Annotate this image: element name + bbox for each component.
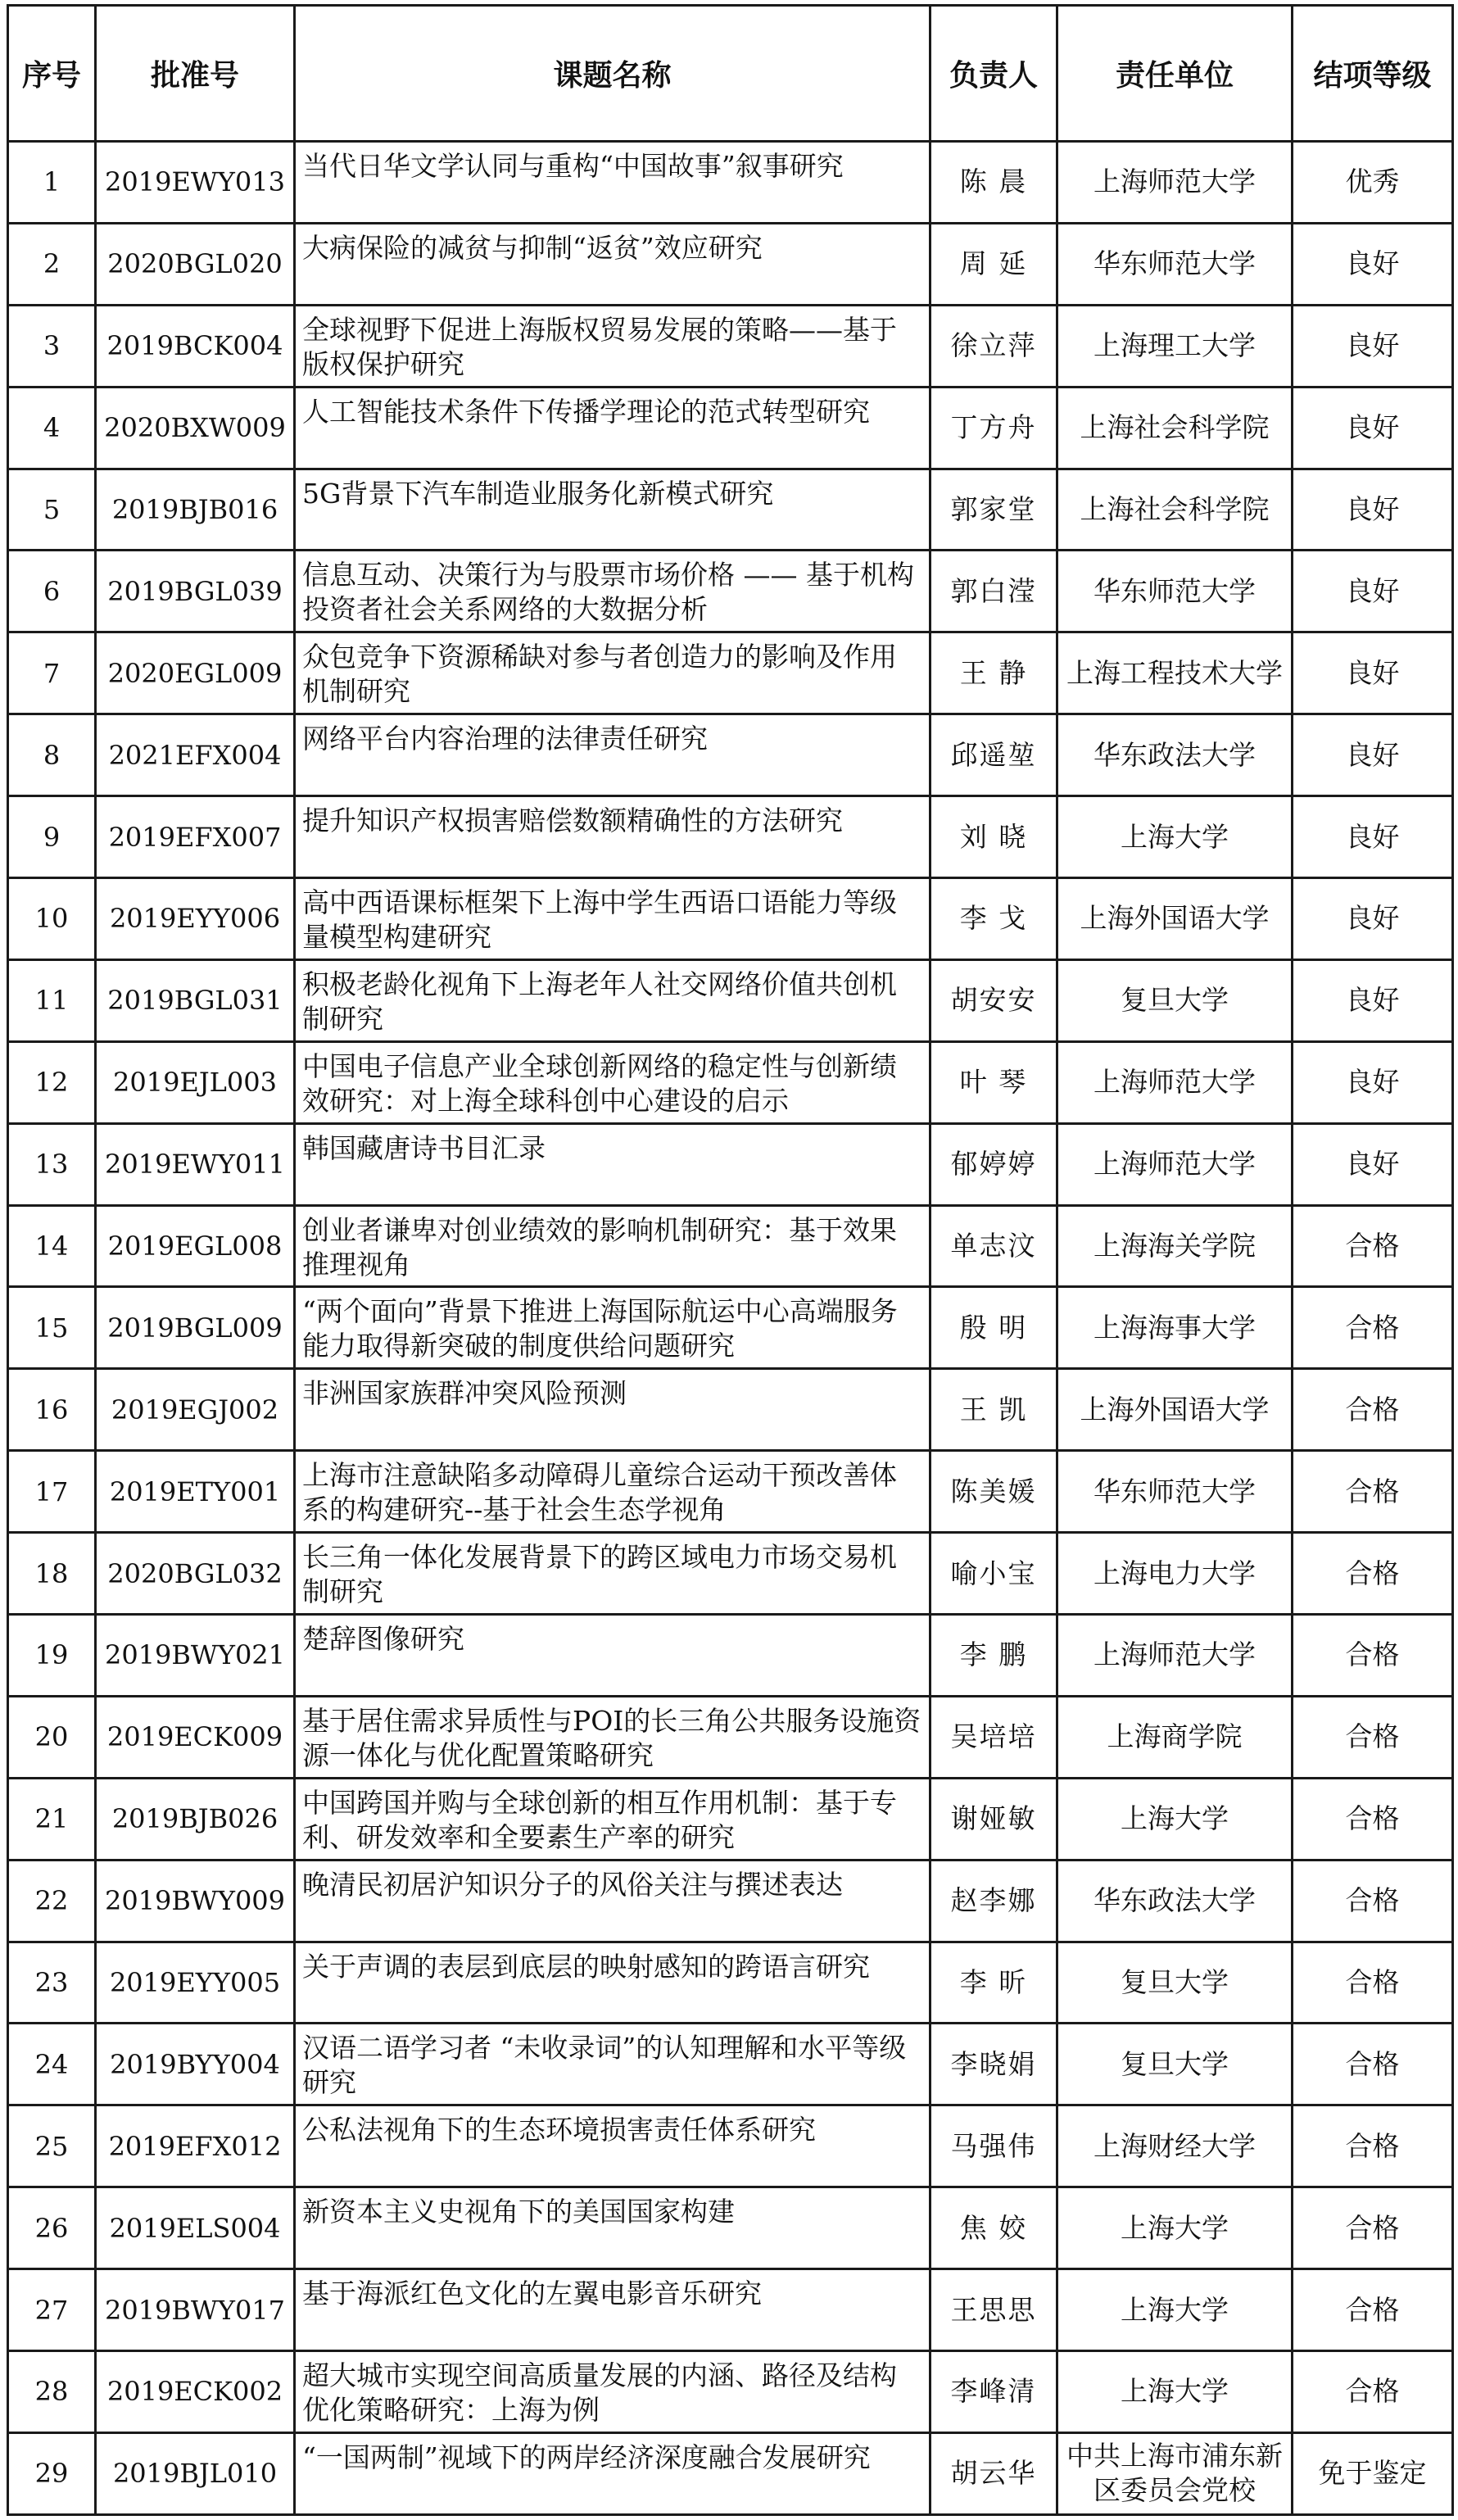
project-title: 创业者谦卑对创业绩效的影响机制研究：基于效果推理视角 bbox=[295, 1205, 930, 1287]
approval-code: 2020EGL009 bbox=[96, 632, 295, 714]
row-number: 4 bbox=[8, 387, 96, 469]
table-row bbox=[8, 2351, 1453, 2433]
principal-investigator: 郭家堂 bbox=[930, 469, 1057, 551]
table-row bbox=[8, 1615, 1453, 1697]
completion-grade: 良好 bbox=[1293, 551, 1453, 632]
principal-investigator: 殷 明 bbox=[930, 1287, 1057, 1369]
table-row bbox=[8, 1778, 1453, 1860]
responsible-unit: 上海师范大学 bbox=[1057, 1123, 1293, 1205]
approval-code: 2019BJB026 bbox=[96, 1778, 295, 1860]
project-title: 积极老龄化视角下上海老年人社交网络价值共创机制研究 bbox=[295, 959, 930, 1041]
principal-investigator: 胡云华 bbox=[930, 2432, 1057, 2514]
table-row bbox=[8, 1287, 1453, 1369]
approval-code: 2019EGL008 bbox=[96, 1205, 295, 1287]
completion-grade: 良好 bbox=[1293, 305, 1453, 387]
project-title: 大病保险的减贫与抑制“返贫”效应研究 bbox=[295, 223, 930, 305]
completion-grade: 合格 bbox=[1293, 1205, 1453, 1287]
row-number: 12 bbox=[8, 1041, 96, 1123]
approval-code: 2019ETY001 bbox=[96, 1451, 295, 1533]
project-title: 汉语二语学习者 “未收录词”的认知理解和水平等级研究 bbox=[295, 2024, 930, 2105]
responsible-unit: 华东师范大学 bbox=[1057, 223, 1293, 305]
approval-code: 2019BJB016 bbox=[96, 469, 295, 551]
row-number: 15 bbox=[8, 1287, 96, 1369]
project-title: 上海市注意缺陷多动障碍儿童综合运动干预改善体系的构建研究--基于社会生态学视角 bbox=[295, 1451, 930, 1533]
responsible-unit: 华东师范大学 bbox=[1057, 551, 1293, 632]
table-row bbox=[8, 2105, 1453, 2187]
principal-investigator: 喻小宝 bbox=[930, 1533, 1057, 1615]
project-title: 超大城市实现空间高质量发展的内涵、路径及结构优化策略研究：上海为例 bbox=[295, 2351, 930, 2433]
document-page bbox=[7, 4, 1451, 2514]
row-number: 18 bbox=[8, 1533, 96, 1615]
responsible-unit: 上海大学 bbox=[1057, 2351, 1293, 2433]
header-no: 序号 bbox=[8, 6, 96, 142]
principal-investigator: 李晓娟 bbox=[930, 2024, 1057, 2105]
principal-investigator: 叶 琴 bbox=[930, 1041, 1057, 1123]
responsible-unit: 上海海事大学 bbox=[1057, 1287, 1293, 1369]
completion-grade: 免于鉴定 bbox=[1293, 2432, 1453, 2514]
table-row bbox=[8, 1696, 1453, 1778]
header-grade: 结项等级 bbox=[1293, 6, 1453, 142]
row-number: 19 bbox=[8, 1615, 96, 1697]
completion-grade: 合格 bbox=[1293, 1451, 1453, 1533]
table-row bbox=[8, 878, 1453, 960]
table-row bbox=[8, 1369, 1453, 1451]
responsible-unit: 上海社会科学院 bbox=[1057, 387, 1293, 469]
principal-investigator: 刘 晓 bbox=[930, 796, 1057, 878]
approval-code: 2019ECK002 bbox=[96, 2351, 295, 2433]
responsible-unit: 华东政法大学 bbox=[1057, 1860, 1293, 1942]
principal-investigator: 王 静 bbox=[930, 632, 1057, 714]
approval-code: 2019BWY009 bbox=[96, 1860, 295, 1942]
responsible-unit: 上海理工大学 bbox=[1057, 305, 1293, 387]
table-row bbox=[8, 632, 1453, 714]
row-number: 13 bbox=[8, 1123, 96, 1205]
row-number: 10 bbox=[8, 878, 96, 960]
table-row bbox=[8, 551, 1453, 632]
principal-investigator: 徐立萍 bbox=[930, 305, 1057, 387]
approval-code: 2020BGL032 bbox=[96, 1533, 295, 1615]
responsible-unit: 华东政法大学 bbox=[1057, 714, 1293, 796]
responsible-unit: 中共上海市浦东新区委员会党校 bbox=[1057, 2432, 1293, 2514]
responsible-unit: 上海大学 bbox=[1057, 796, 1293, 878]
approval-code: 2019EGJ002 bbox=[96, 1369, 295, 1451]
principal-investigator: 郁婷婷 bbox=[930, 1123, 1057, 1205]
project-title: 韩国藏唐诗书目汇录 bbox=[295, 1123, 930, 1205]
row-number: 25 bbox=[8, 2105, 96, 2187]
responsible-unit: 复旦大学 bbox=[1057, 959, 1293, 1041]
completion-grade: 合格 bbox=[1293, 1860, 1453, 1942]
row-number: 21 bbox=[8, 1778, 96, 1860]
approval-code: 2019ECK009 bbox=[96, 1696, 295, 1778]
completion-grade: 良好 bbox=[1293, 1123, 1453, 1205]
table-row bbox=[8, 305, 1453, 387]
row-number: 5 bbox=[8, 469, 96, 551]
project-title: 中国跨国并购与全球创新的相互作用机制：基于专利、研发效率和全要素生产率的研究 bbox=[295, 1778, 930, 1860]
row-number: 11 bbox=[8, 959, 96, 1041]
approval-code: 2019BGL039 bbox=[96, 551, 295, 632]
project-title: 当代日华文学认同与重构“中国故事”叙事研究 bbox=[295, 142, 930, 224]
project-title: 中国电子信息产业全球创新网络的稳定性与创新绩效研究：对上海全球科创中心建设的启示 bbox=[295, 1041, 930, 1123]
row-number: 3 bbox=[8, 305, 96, 387]
row-number: 9 bbox=[8, 796, 96, 878]
principal-investigator: 马强伟 bbox=[930, 2105, 1057, 2187]
completion-grade: 合格 bbox=[1293, 1942, 1453, 2024]
principal-investigator: 胡安安 bbox=[930, 959, 1057, 1041]
project-title: 网络平台内容治理的法律责任研究 bbox=[295, 714, 930, 796]
project-table bbox=[7, 4, 1454, 2516]
principal-investigator: 李 昕 bbox=[930, 1942, 1057, 2024]
completion-grade: 合格 bbox=[1293, 1533, 1453, 1615]
project-title: 新资本主义史视角下的美国国家构建 bbox=[295, 2187, 930, 2269]
principal-investigator: 焦 姣 bbox=[930, 2187, 1057, 2269]
table-row bbox=[8, 2432, 1453, 2514]
completion-grade: 良好 bbox=[1293, 632, 1453, 714]
principal-investigator: 郭白滢 bbox=[930, 551, 1057, 632]
principal-investigator: 陈 晨 bbox=[930, 142, 1057, 224]
responsible-unit: 复旦大学 bbox=[1057, 2024, 1293, 2105]
approval-code: 2021EFX004 bbox=[96, 714, 295, 796]
completion-grade: 良好 bbox=[1293, 714, 1453, 796]
principal-investigator: 丁方舟 bbox=[930, 387, 1057, 469]
completion-grade: 合格 bbox=[1293, 1287, 1453, 1369]
responsible-unit: 上海社会科学院 bbox=[1057, 469, 1293, 551]
completion-grade: 合格 bbox=[1293, 2024, 1453, 2105]
completion-grade: 良好 bbox=[1293, 796, 1453, 878]
responsible-unit: 华东师范大学 bbox=[1057, 1451, 1293, 1533]
responsible-unit: 上海工程技术大学 bbox=[1057, 632, 1293, 714]
project-title: 高中西语课标框架下上海中学生西语口语能力等级量模型构建研究 bbox=[295, 878, 930, 960]
table-row bbox=[8, 796, 1453, 878]
approval-code: 2019EYY006 bbox=[96, 878, 295, 960]
project-title: “两个面向”背景下推进上海国际航运中心高端服务能力取得新突破的制度供给问题研究 bbox=[295, 1287, 930, 1369]
responsible-unit: 复旦大学 bbox=[1057, 1942, 1293, 2024]
table-row bbox=[8, 1123, 1453, 1205]
row-number: 24 bbox=[8, 2024, 96, 2105]
project-title: 公私法视角下的生态环境损害责任体系研究 bbox=[295, 2105, 930, 2187]
responsible-unit: 上海大学 bbox=[1057, 2187, 1293, 2269]
row-number: 2 bbox=[8, 223, 96, 305]
row-number: 27 bbox=[8, 2269, 96, 2351]
responsible-unit: 上海大学 bbox=[1057, 1778, 1293, 1860]
completion-grade: 合格 bbox=[1293, 2351, 1453, 2433]
project-title: 基于海派红色文化的左翼电影音乐研究 bbox=[295, 2269, 930, 2351]
responsible-unit: 上海师范大学 bbox=[1057, 1041, 1293, 1123]
principal-investigator: 李 鹏 bbox=[930, 1615, 1057, 1697]
completion-grade: 合格 bbox=[1293, 2269, 1453, 2351]
principal-investigator: 谢娅敏 bbox=[930, 1778, 1057, 1860]
completion-grade: 合格 bbox=[1293, 1778, 1453, 1860]
principal-investigator: 王 凯 bbox=[930, 1369, 1057, 1451]
approval-code: 2019ELS004 bbox=[96, 2187, 295, 2269]
completion-grade: 良好 bbox=[1293, 878, 1453, 960]
principal-investigator: 陈美媛 bbox=[930, 1451, 1057, 1533]
project-title: 楚辞图像研究 bbox=[295, 1615, 930, 1697]
header-person: 负责人 bbox=[930, 6, 1057, 142]
completion-grade: 合格 bbox=[1293, 1615, 1453, 1697]
responsible-unit: 上海电力大学 bbox=[1057, 1533, 1293, 1615]
row-number: 17 bbox=[8, 1451, 96, 1533]
row-number: 8 bbox=[8, 714, 96, 796]
principal-investigator: 李 戈 bbox=[930, 878, 1057, 960]
table-row bbox=[8, 1533, 1453, 1615]
approval-code: 2019BGL031 bbox=[96, 959, 295, 1041]
approval-code: 2019EYY005 bbox=[96, 1942, 295, 2024]
project-title: 关于声调的表层到底层的映射感知的跨语言研究 bbox=[295, 1942, 930, 2024]
table-row bbox=[8, 1451, 1453, 1533]
completion-grade: 合格 bbox=[1293, 1696, 1453, 1778]
table-row bbox=[8, 2269, 1453, 2351]
principal-investigator: 周 延 bbox=[930, 223, 1057, 305]
completion-grade: 合格 bbox=[1293, 2187, 1453, 2269]
principal-investigator: 吴培培 bbox=[930, 1696, 1057, 1778]
responsible-unit: 上海海关学院 bbox=[1057, 1205, 1293, 1287]
approval-code: 2019BYY004 bbox=[96, 2024, 295, 2105]
project-title: 人工智能技术条件下传播学理论的范式转型研究 bbox=[295, 387, 930, 469]
responsible-unit: 上海师范大学 bbox=[1057, 1615, 1293, 1697]
approval-code: 2019BWY017 bbox=[96, 2269, 295, 2351]
project-title: 晚清民初居沪知识分子的风俗关注与撰述表达 bbox=[295, 1860, 930, 1942]
table-header-row bbox=[8, 6, 1453, 142]
approval-code: 2019BCK004 bbox=[96, 305, 295, 387]
table-row bbox=[8, 223, 1453, 305]
project-title: 信息互动、决策行为与股票市场价格 —— 基于机构投资者社会关系网络的大数据分析 bbox=[295, 551, 930, 632]
principal-investigator: 王思思 bbox=[930, 2269, 1057, 2351]
table-row bbox=[8, 469, 1453, 551]
responsible-unit: 上海财经大学 bbox=[1057, 2105, 1293, 2187]
responsible-unit: 上海大学 bbox=[1057, 2269, 1293, 2351]
approval-code: 2019EFX007 bbox=[96, 796, 295, 878]
table-row bbox=[8, 1041, 1453, 1123]
project-title: 长三角一体化发展背景下的跨区域电力市场交易机制研究 bbox=[295, 1533, 930, 1615]
principal-investigator: 邱遥堃 bbox=[930, 714, 1057, 796]
table-row bbox=[8, 714, 1453, 796]
approval-code: 2019EJL003 bbox=[96, 1041, 295, 1123]
table-row bbox=[8, 1942, 1453, 2024]
header-title: 课题名称 bbox=[295, 6, 930, 142]
completion-grade: 良好 bbox=[1293, 223, 1453, 305]
row-number: 23 bbox=[8, 1942, 96, 2024]
row-number: 28 bbox=[8, 2351, 96, 2433]
table-row bbox=[8, 142, 1453, 224]
project-title: 提升知识产权损害赔偿数额精确性的方法研究 bbox=[295, 796, 930, 878]
responsible-unit: 上海商学院 bbox=[1057, 1696, 1293, 1778]
completion-grade: 合格 bbox=[1293, 1369, 1453, 1451]
project-title: 众包竞争下资源稀缺对参与者创造力的影响及作用机制研究 bbox=[295, 632, 930, 714]
table-row bbox=[8, 2024, 1453, 2105]
approval-code: 2020BXW009 bbox=[96, 387, 295, 469]
responsible-unit: 上海师范大学 bbox=[1057, 142, 1293, 224]
project-title: 5G背景下汽车制造业服务化新模式研究 bbox=[295, 469, 930, 551]
header-code: 批准号 bbox=[96, 6, 295, 142]
project-title: “一国两制”视域下的两岸经济深度融合发展研究 bbox=[295, 2432, 930, 2514]
principal-investigator: 赵李娜 bbox=[930, 1860, 1057, 1942]
table-row bbox=[8, 959, 1453, 1041]
project-title: 非洲国家族群冲突风险预测 bbox=[295, 1369, 930, 1451]
approval-code: 2019EWY013 bbox=[96, 142, 295, 224]
row-number: 16 bbox=[8, 1369, 96, 1451]
approval-code: 2019BJL010 bbox=[96, 2432, 295, 2514]
principal-investigator: 单志汶 bbox=[930, 1205, 1057, 1287]
table-row bbox=[8, 2187, 1453, 2269]
project-title: 全球视野下促进上海版权贸易发展的策略——基于版权保护研究 bbox=[295, 305, 930, 387]
approval-code: 2020BGL020 bbox=[96, 223, 295, 305]
row-number: 22 bbox=[8, 1860, 96, 1942]
row-number: 14 bbox=[8, 1205, 96, 1287]
approval-code: 2019EWY011 bbox=[96, 1123, 295, 1205]
completion-grade: 良好 bbox=[1293, 469, 1453, 551]
row-number: 29 bbox=[8, 2432, 96, 2514]
row-number: 20 bbox=[8, 1696, 96, 1778]
table-row bbox=[8, 1860, 1453, 1942]
completion-grade: 优秀 bbox=[1293, 142, 1453, 224]
responsible-unit: 上海外国语大学 bbox=[1057, 1369, 1293, 1451]
principal-investigator: 李峰清 bbox=[930, 2351, 1057, 2433]
approval-code: 2019BGL009 bbox=[96, 1287, 295, 1369]
completion-grade: 良好 bbox=[1293, 959, 1453, 1041]
approval-code: 2019BWY021 bbox=[96, 1615, 295, 1697]
row-number: 7 bbox=[8, 632, 96, 714]
header-unit: 责任单位 bbox=[1057, 6, 1293, 142]
row-number: 6 bbox=[8, 551, 96, 632]
project-title: 基于居住需求异质性与POI的长三角公共服务设施资源一体化与优化配置策略研究 bbox=[295, 1696, 930, 1778]
responsible-unit: 上海外国语大学 bbox=[1057, 878, 1293, 960]
row-number: 1 bbox=[8, 142, 96, 224]
row-number: 26 bbox=[8, 2187, 96, 2269]
completion-grade: 合格 bbox=[1293, 2105, 1453, 2187]
completion-grade: 良好 bbox=[1293, 387, 1453, 469]
approval-code: 2019EFX012 bbox=[96, 2105, 295, 2187]
table-row bbox=[8, 1205, 1453, 1287]
completion-grade: 良好 bbox=[1293, 1041, 1453, 1123]
table-row bbox=[8, 387, 1453, 469]
